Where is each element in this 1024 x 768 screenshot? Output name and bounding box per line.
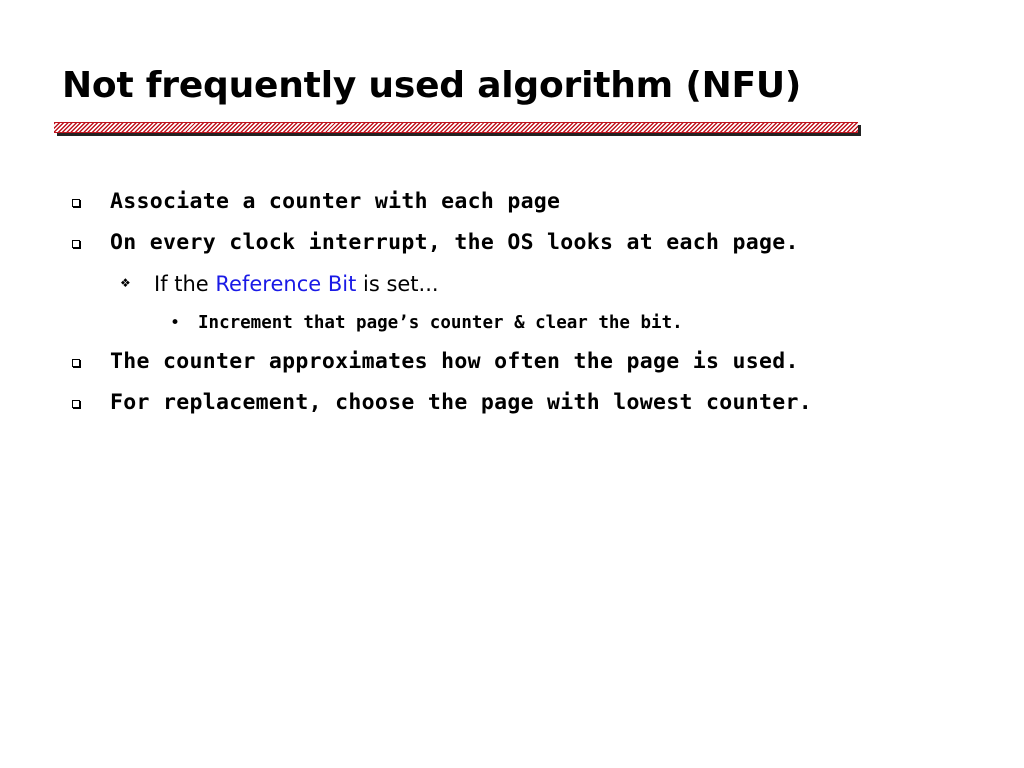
diamond-dots-bullet-icon: ❖	[120, 276, 131, 290]
bullet-text-1: Associate a counter with each page	[110, 189, 561, 214]
bullet-text-2: On every clock interrupt, the OS looks at each page.	[110, 230, 799, 255]
square-bullet-icon	[72, 400, 80, 408]
slide-title: Not frequently used algorithm (NFU)	[62, 65, 802, 106]
reference-bit-term: Reference Bit	[215, 272, 357, 296]
square-bullet-icon	[72, 240, 80, 248]
dot-bullet-icon: •	[170, 313, 181, 333]
sub-bullet-prefix: If the	[154, 272, 216, 296]
square-bullet-icon	[72, 359, 80, 367]
bullet-text-4: For replacement, choose the page with lowest counter.	[110, 390, 812, 415]
sub-sub-bullet-text-1: Increment that page’s counter & clear the bit.	[198, 313, 683, 333]
bullet-text-3: The counter approximates how often the page is used.	[110, 349, 799, 374]
sub-bullet-suffix: is set...	[356, 272, 439, 296]
sub-bullet-text-1	[154, 267, 439, 301]
square-bullet-icon	[72, 199, 80, 207]
